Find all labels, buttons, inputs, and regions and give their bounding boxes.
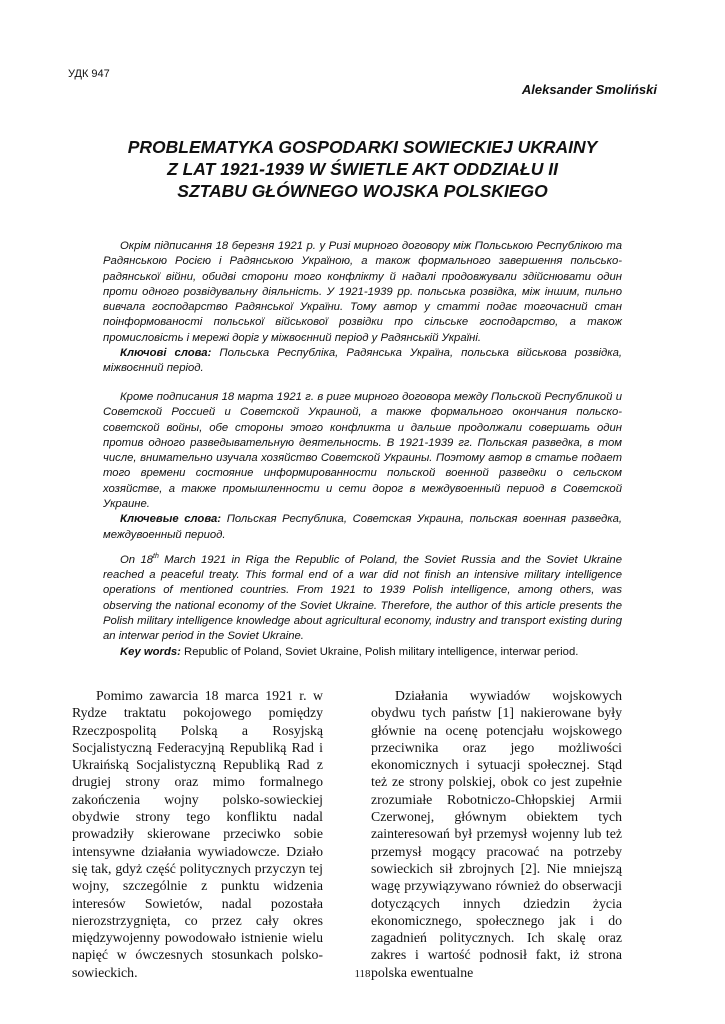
abstract-text: Окрім підписання 18 березня 1921 р. у Ризі мирного договору між Польською Республікою та Радянською Росією і Радянською Україною, а також формального завершення польсько-радянської війни, обидві сторони того конфлікту й надалі продовжували здійснювати один проти одного розвідувальну діяльність. У 1921-1939 рр. польська розвідка, між іншим, пильно вивчала господарство Радянської України. Тому автор у статті подає тогочасний стан поінформованості польської військової розвідки про сільське господарство, а також промисловість і мережі доріг у міжвоєнний період у Радянській Україні.	[103, 240, 622, 344]
keywords	[103, 346, 622, 377]
keywords-label: Key words:	[120, 645, 181, 658]
author-name: Aleksander Smoliński	[521, 82, 657, 97]
abstract-ukrainian	[103, 239, 622, 377]
ordinal-suffix: th	[153, 553, 159, 560]
abstract-text-rest: March 1921 in Riga the Republic of Poland, the Soviet Russia and the Soviet Ukraine reached a peaceful treaty. This formal end of a war did not finish an intensive military intelligence operations of mentioned countries. From 1921 to 1939 Polish intelligence, among others, was observing the national economy of the Soviet Ukraine. Therefore, the author of this article presents the Polish military intelligence knowledge about agricultural economy, industry and transport existing during an interwar period in the Soviet Ukraine.	[103, 553, 622, 643]
title-line-2: Z LAT 1921-1939 W ŚWIETLE AKT ODDZIAŁU II	[167, 159, 558, 179]
keywords-text: Republic of Poland, Soviet Ukraine, Polish military intelligence, interwar period.	[184, 645, 579, 658]
title-line-1: PROBLEMATYKA GOSPODARKI SOWIECKIEJ UKRAINY	[127, 137, 598, 157]
body-paragraph: Działania wywiadów wojskowych obydwu tych państw [1] nakierowane były głównie na ocenę potencjału wojskowego przeciwnika oraz jego możliwości ekonomicznych i sytuacji społecznej. Stąd też ze strony polskiej, obok co jest zupełnie zrozumiałe Robotniczo-Chłopskiej Armii Czerwonej, głównym obiektem tych zainteresowań był przemysł wojenny lub też przemysł mogący pracować na potrzeby sowieckich sił zbrojnych [2]. Nie mniejszą wagę przywiązywano również do obserwacji dotyczących innych dziedzin życia ekonomicznego, społecznego jak i do zagadnień politycznych. Ich skalę oraz zakres i wartość podnosił fakt, iż strona polska ewentualne	[371, 688, 622, 980]
keywords-label: Ключові слова:	[120, 347, 212, 360]
article-title	[60, 136, 665, 202]
udk-code: УДК 947	[68, 68, 110, 80]
body-column-right	[371, 687, 622, 981]
abstract-text-start: On 18	[120, 553, 154, 566]
keywords-label: Ключевые слова:	[120, 513, 222, 526]
abstract-english	[103, 549, 622, 660]
keywords	[103, 645, 622, 660]
body-paragraph: Pomimo zawarcia 18 marca 1921 r. w Rydze traktatu pokojowego pomiędzy Rzeczpospolitą Polską a Rosyjską Socjalistyczną Federacyjną Republiką Rad i Ukraińską Socjalistyczną Republiką Rad z drugiej strony oraz mimo formalnego zakończenia wojny polsko-sowieckiej obydwie strony tego konfliktu nadal prowadziły skierowane przeciwko sobie intensywne działania wywiadowcze. Działo się tak, gdyż część politycznych przyczyn tej wojny, szczególnie z punktu widzenia interesów Sowietów, nadal pozostała nierozstrzygnięta, co przez cały okres międzywojenny powodowało istnienie wielu napięć w ówczesnych stosunkach polsko-sowieckich.	[72, 688, 323, 980]
page-number: 118	[354, 968, 371, 980]
body-column-left	[72, 687, 323, 981]
keywords-text: Польська Республіка, Радянська Україна, польська військова розвідка, міжвоєнний період.	[103, 347, 623, 375]
abstract-text	[103, 549, 622, 645]
abstract-russian	[103, 390, 622, 543]
keywords	[103, 512, 622, 543]
title-line-3: SZTABU GŁÓWNEGO WOJSKA POLSKIEGO	[177, 181, 548, 201]
keywords-text: Польская Республика, Советская Украина, польская военная разведка, междувоенный период.	[103, 513, 623, 541]
abstract-text: Кроме подписания 18 марта 1921 г. в риге мирного договора между Польской Республикой и Советской Россией и Советской Украиной, а также формального окончания польско-советской войны, обе стороны этого конфликта и дальше продолжали совершать один против одного разведывательную деятельность. В 1921-1939 гг. Польская разведка, в том числе, внимательно изучала хозяйство Советской Украины. Поэтому автор в статье подает того времени состояние информированности польской военной разведки о сельском хозяйстве, а также промышленности и сети дорог в междувоенный период в Советской Украине.	[103, 391, 622, 511]
